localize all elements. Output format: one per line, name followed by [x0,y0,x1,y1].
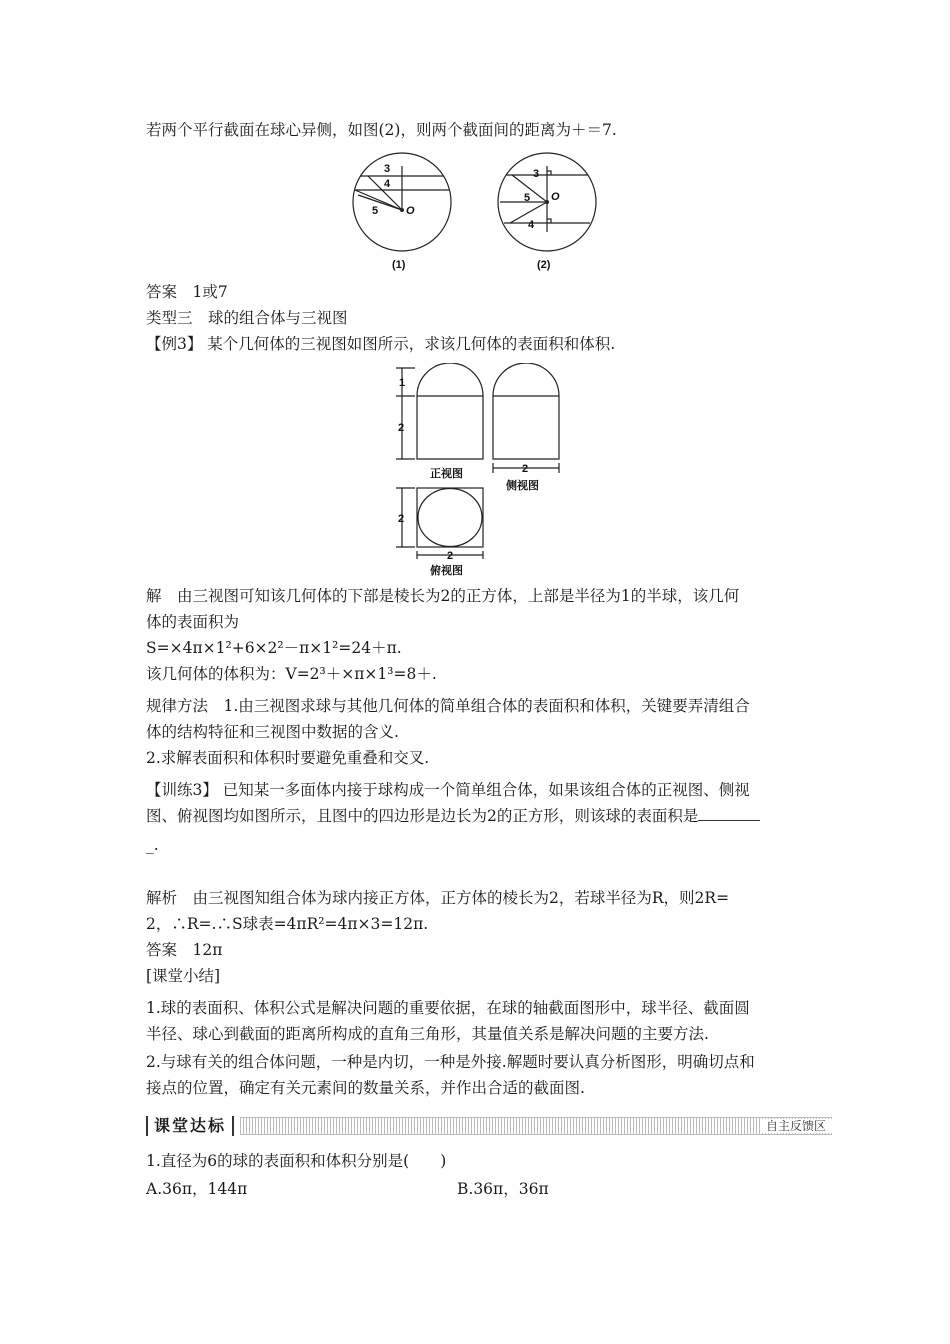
solution-line: 体的表面积为 [146,613,240,631]
analysis-line: 2，∴R=.∴S球表=4πR²=4π×3=12π. [146,915,429,933]
three-view-figure [390,363,570,578]
dimension-label: 2 [522,463,529,475]
surface-formula: S=×4π×1²+6×2²－π×1²=24＋π. [146,639,402,657]
training-line [146,805,816,827]
answer-line: 答案 1或7 [146,283,228,301]
banner-pattern [240,1117,832,1135]
answer-blank [698,806,760,821]
answer-line: 答案 12π [146,941,223,959]
label-5: 5 [524,192,531,204]
label-center-o: O [551,191,560,203]
label-4: 4 [384,178,391,190]
dimension-label: 1 [399,377,406,389]
summary-line: 2.与球有关的组合体问题，一种是内切，一种是外接.解题时要认真分析图形，明确切点和 [146,1053,755,1071]
text-line: 若两个平行截面在球心异侧，如图(2)，则两个截面间的距离为＋＝7. [146,121,617,139]
figure-label-1: (1) [392,259,406,271]
dimension-label: 2 [398,422,405,434]
banner-title: 课堂达标 [146,1116,234,1136]
training-text: 图、俯视图均如图所示，且图中的四边形是边长为2的正方形，则该球的表面积是 [146,807,699,825]
summary-line: 1.球的表面积、体积公式是解决问题的重要依据，在球的轴截面图形中，球半径、截面圆 [146,999,750,1017]
front-view-caption: 正视图 [430,468,463,480]
method-line: 体的结构特征和三视图中数据的含义. [146,723,399,741]
option-a: A.36π，144π [146,1180,248,1198]
section-banner [146,1115,832,1137]
sphere-cross-section-figure [350,152,610,276]
summary-line: 半径、球心到截面的距离所构成的直角三角形，其量值关系是解决问题的主要方法. [146,1025,709,1043]
summary-line: 接点的位置，确定有关元素间的数量关系，并作出合适的截面图. [146,1079,585,1097]
volume-formula: 该几何体的体积为：V=2³＋×π×1³=8＋. [146,665,437,683]
side-view-caption: 侧视图 [506,480,539,492]
analysis-line: 解析 由三视图知组合体为球内接正方体，正方体的棱长为2，若球半径为R，则2R= [146,889,730,907]
label-3: 3 [384,163,391,175]
label-center-o: O [406,205,415,217]
solution-line: 解 由三视图可知该几何体的下部是棱长为2的正方体，上部是半径为1的半球，该几何 [146,587,740,605]
training-line: 【训练3】 已知某一多面体内接于球构成一个简单组合体，如果该组合体的正视图、侧视 [146,781,750,799]
figure-label-2: (2) [537,259,551,271]
summary-title: [课堂小结] [146,967,221,985]
dimension-label: 2 [447,550,454,562]
question-line: 1.直径为6的球的表面积和体积分别是( ) [146,1152,447,1170]
option-b: B.36π，36π [457,1180,549,1198]
dimension-label: 2 [398,513,405,525]
label-4: 4 [528,219,535,231]
example-heading: 【例3】 某个几何体的三视图如图所示，求该几何体的表面积和体积. [146,335,616,353]
top-view-caption: 俯视图 [430,565,463,577]
method-line: 2.求解表面积和体积时要避免重叠和交叉. [146,749,430,767]
training-line: _. [146,836,159,854]
label-3: 3 [533,168,540,180]
banner-right-label: 自主反馈区 [760,1119,832,1133]
method-line: 规律方法 1.由三视图求球与其他几何体的简单组合体的表面积和体积，关键要弄清组合 [146,697,750,715]
section-heading: 类型三 球的组合体与三视图 [146,309,348,327]
label-5: 5 [372,205,379,217]
